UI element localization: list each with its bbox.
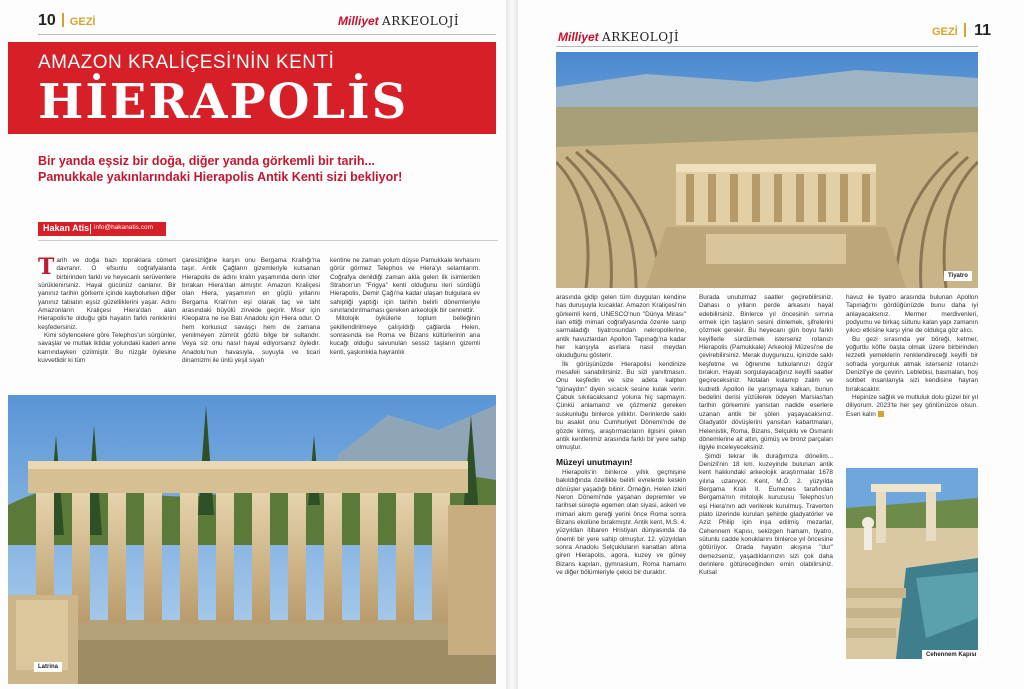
page-number: 10 [38, 12, 56, 29]
byline-divider [90, 224, 91, 234]
spread-gutter [506, 0, 518, 689]
end-mark-icon [878, 411, 884, 417]
logo-arkeoloji: ARKEOLOJİ [602, 30, 680, 44]
logo-arkeoloji: ARKEOLOJİ [382, 14, 460, 28]
photo-caption: Cehennem Kapısı [922, 650, 980, 660]
header-rule [556, 46, 978, 47]
right-column-2 [699, 294, 833, 578]
paragraph: Burada unutulmaz saatler geçirebilirsiniz. Dahası o yılların perde arkasını hayal edebilirsiniz. Binlerce yıl öncesinin sırrına ermek için taşların sesini dinlemek, şifrelerini çözmek gerekir. Bu heyecanı gün boyu farklı keyiflerle sürdürmek isterseniz rotanızı Hierapolis (Pamukkale) Arkeoloji Müzesi'ne de çevirebilirsiniz. Merak duygunuzu, içinizde saklı keşfetme ve öğrenme tutkulannızı özgür bırakın. Hayatı sorgulayacağınız keyifli saatler geçireceksiniz. Notaları kulamıp zalim ve kudretli Apollon ile yarışmaya kalkan, bunun bedelini derisi yüzülerek ödeyen Marsias'tan tarihin görkemini yansıtan nadide eserlere uzanan antik bir şölen yaşayacaksınız. Gladyatör dövüşlerini yansıtan kabartmaları, Helenistik, Roma, Bizans, Selçuklu ve Osmanlı dönemlerine ait altın, gümüş ve bronz parçaları ilgiyle inceleyeceksiniz. [699, 294, 833, 452]
left-column-1 [38, 254, 176, 365]
folio-divider [62, 13, 64, 27]
drop-cap: T [38, 254, 55, 280]
theater-photo [556, 52, 978, 288]
cehennem-kapisi-image [846, 468, 978, 659]
paragraph: arih ve doğa bazı topraklara cömert davranır. O efsunlu coğrafyalarda birbirinden farklı ve heyecanlı serüvenlere sürüklenirsiniz. Hayal gücünüz canlanır. Bir yanınız tarihin görkemi içinde kaybolurken diğer yanınız tabiatın eşsiz güzelliklerini yaşar. Adını Amazonların Kraliçesi Hiera'dan alan Hierapolis'te olduğu gibi hayatın farklı renklerini keşfedersiniz. [38, 257, 176, 331]
paragraph: Hierapolis'in binlerce yıllık geçmişine bakıldığında özellikle belirli evrelerde keskin dönüşler yaşadığı bilinir. Örneğin, Helen izleri Neron Dönemi'nde yaşanan depremler ve tarihsel süreçte egemen olan siyasi, askeri ve mimari akım gereği yerini önce Roma sonra Bizans ekolüne bırakmıştır. Antik kent, M.S. 4. yüzyıldan itibaren Hristiyan dünyasında da önemli bir yere sahip olmuştur. 12. yüzyıldan sonra Anadolu Selçukluların kanatları altına giren Hierapolis, agora, kuzey ve güney Bizans kapıları, gymnasium, Roma hamamı ve diğer bölümleriyle çekici bir duraktır. [556, 468, 686, 576]
logo-milliyet: Milliyet [338, 14, 379, 28]
article-lead [38, 153, 478, 185]
paragraph: çaresizliğine karşın onu Bergama Krallığı'na taşır. Antik Çağların gizemleriyle kutsanan Hierapolis de adını kralın yaşamında derin izler bırakan Hiera'dan almıştır. Amazon Kraliçesi olan Hiera, yaşamının en güçlü yıllarını Bergama Kralı'nın eşi olarak taç ve taht arasındaki büyülü zirvede geçirir. Mısır için Kleopatra ne ise Batı Anadolu için Hiera odur. O hem korkusuz savaşçı hem de zamana yenilmeyen zümrüt gözlü bilge bir sultandır. Veya siz onu nasıl hayal ediyorsanız öyledir. Anadolu'nun havasıyla, suyuyla ve ticari dinamizmi ile ünlü yeşil siyah [182, 257, 320, 365]
paragraph: Şimdi tekrar ilk durağımıza dönelim... Denizli'nin 18 km. kuzeyinde bulunan antik kent hakkındaki arkeolojik araştırmalar 1678 yılına uzanıyor. Kent, M.Ö. 2. yüzyılda Bergama Kralı II. Eumenes tarafından Bergama'nın mitolojik kurucusu Telephos'un eşi Hiera'nın adı verilerek kurulmuş. Traverten plato üzerinde kurulan şehirde gladyatörler ve Aziz Philip için inşa edilmiş mezarlar, Cehennem Kapısı, sekizgen hamam, tiyatro, sütunlu cadde konuklarını binlerce yıl öncesine götürüyor. Orada hayatın akışına "dur" demezseniz, yaşadıklarınızın sizi çok daha derinlere götüreceğinden emin olabilirsiniz. Kutsal [699, 452, 833, 577]
photo-caption: Tiyatro [944, 271, 972, 281]
title-banner [8, 42, 496, 134]
byline-rule [38, 240, 498, 241]
right-folio [926, 22, 991, 40]
article-title: HİERAPOLİS [38, 74, 409, 130]
paragraph: arasında gidip gelen tüm duyguları kendine has duruşuyla kucaklar. Amazon Kraliçesi'nin görkemli kenti, UNESCO'nun "Dünya Mirası" ilan ettiği mimari coğrafyasında özenle sarıp sarmaladığı tiyatrosundan nekropollerine, antik havuzlardan Apollon Tapınağı'na kadar her kanşıyla asırlara nasıl meydan okuduğunu gösterir. [556, 294, 686, 360]
article-kicker: AMAZON KRALİÇESİ'NİN KENTİ [38, 52, 335, 73]
section-label: GEZİ [69, 16, 96, 28]
left-folio [38, 12, 95, 30]
left-page [0, 0, 506, 689]
folio-divider [964, 23, 966, 37]
photo-caption: Latrina [34, 662, 62, 672]
page-number: 11 [974, 22, 992, 39]
paragraph: havuz ile tiyatro arasında bulunan Apollon Tapınağı'nı gördüğünüzde bunu daha iyi anlayacaksınız. Mermer merdivenleri, podyumu ve birkaç sütunu kalan yapı zamanın yıkıcı etkisine karşı yine de oldukça göz alıcı. [846, 294, 978, 335]
paragraph: Bu gezi sırasında yer böreği, ketmer, yoğurtlu köfte başta olmak üzere birbirinden lezzetli yemeklerin renklendireceği keyifli bir sofrada yorgunluk atmak isterseniz rotanızı Denizli'ye de çevirin. Leblebisi, basmaları, hoş sohbet insanlarıyla sizi kendisine hayran bırakacaktır. [846, 335, 978, 393]
paragraph: Mitolojik öykülerle toplum belleğinin şekillendirilmeye çalışıldığı çağlarda Helen, sonrasında ise Roma ve Bizans kültürlerinin ana kucağı olduğu savunulan sessiz taşların gizemli kenti, şaşkınlıkla hayranlık [330, 315, 480, 356]
paragraph: İlk görüşünüzde Hierapolisi kendinize mesafeli sanabilirsiniz. Bu sizi yanıltmasın. Onu keşfedin ve size adeta kalpten "günaydın" diyen sıcacık sesine kulak verin. Çabuk sıkılacaksanız yoluna hiç sapmayın. Çünkü anlamanız ve çözmeniz gereken suskunluğu binlerce yıllıktır. Derinlerde saklı bu asalet onu Cumhuriyet Dönemi'nde de gözde kılmış, araştırmacıların ilgisini çeken antik kentlerimiz arasında farklı bir yere sahip olmuştur. [556, 360, 686, 452]
magazine-logo [558, 30, 679, 44]
left-column-3 [330, 257, 480, 357]
logo-milliyet: Milliyet [558, 30, 599, 44]
latrina-photo [8, 395, 496, 684]
paragraph: kentine ne zaman yolum düşse Pamukkale levhasını görür görmez Telephos ve Hiera'yı selamlarım. Coğrafya denildiği zaman akla gelen ilk isimlerden Strabon'un "Frigya" kenti olduğunu ileri sürdüğü Hierapolis, Demir Çağı'na kadar ulaşan bulgulara ev sahipliği yaptığı için tarihin belirli dönemleriyle sınırlandırılmaması gereken arkeolojik bir cennettir. [330, 257, 480, 315]
author-email[interactable]: info@hakanatis.com [94, 224, 153, 231]
magazine-logo [338, 14, 459, 28]
lead-line-1: Bir yanda eşsiz bir doğa, diğer yanda görkemli bir tarih... [38, 154, 375, 168]
closing-text: Hepinize sağlık ve mutluluk dolu güzel bir yıl diliyorum. 2023'te her şey gönlünüzce olsun. Esen kalın [846, 394, 978, 418]
lead-line-2: Pamukkale yakınlarındaki Hierapolis Antik Kenti sizi bekliyor! [38, 170, 403, 184]
header-rule [38, 34, 496, 35]
paragraph [846, 394, 978, 419]
right-column-3 [846, 294, 978, 419]
theater-image [556, 52, 978, 288]
author-byline [38, 222, 166, 236]
author-name: Hakan Atis [43, 223, 90, 233]
cehennem-kapisi-photo [846, 468, 978, 659]
subheading: Müzeyi unutmayın! [556, 456, 633, 467]
paragraph: Kimi söylencelere göre Telephos'un sürgünler, savaşlar ve mutlak iktidar yolundaki kaderi anne karnındayken çizilmiştir. Bu rüzgâr öylesine kuvvetlidir ki tüm [38, 332, 176, 365]
right-column-1 [556, 294, 686, 577]
left-column-2 [182, 257, 320, 365]
latrina-ruins-image [8, 395, 496, 684]
section-label: GEZİ [932, 26, 958, 38]
